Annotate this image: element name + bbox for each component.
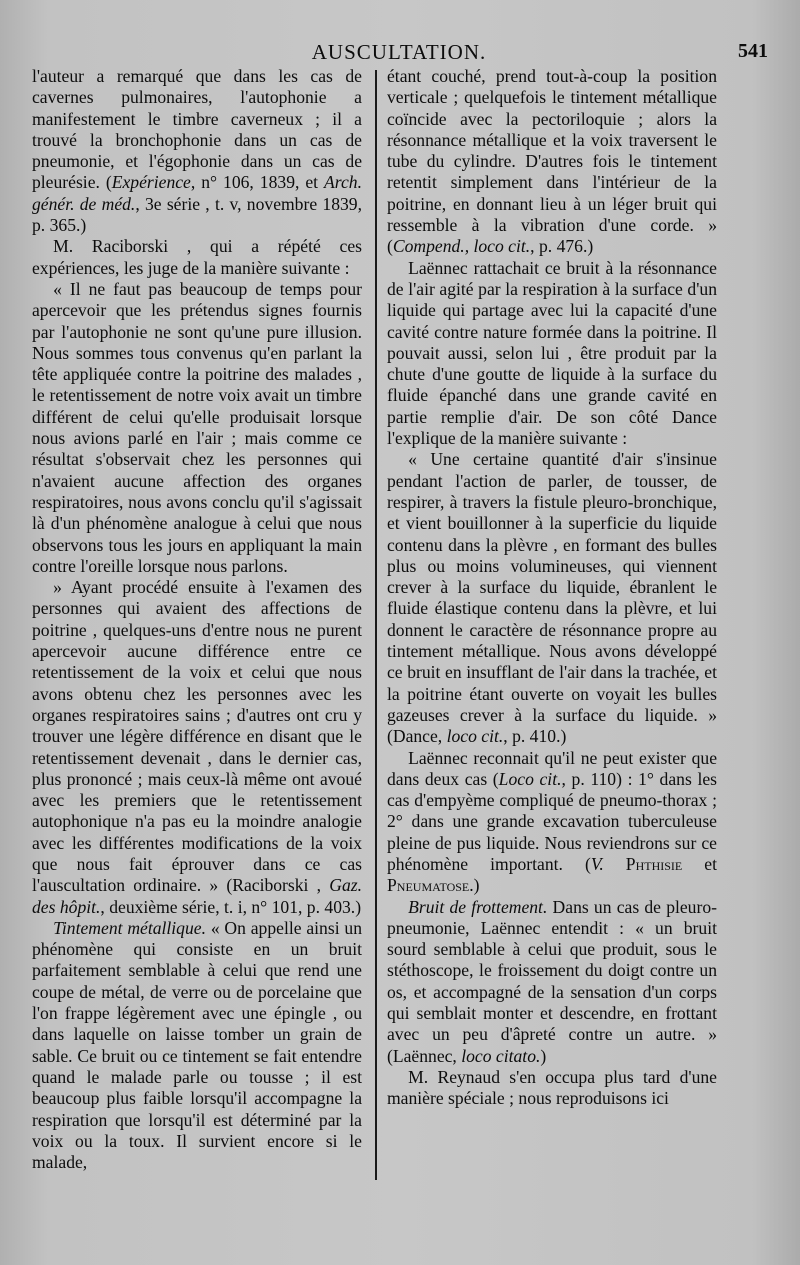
italic-text: Bruit de frottement. bbox=[408, 896, 548, 917]
italic-text: Gaz. des hôpit. bbox=[32, 875, 362, 917]
text-run: , 3e série , t. v, novembre 1839, p. 365.) bbox=[32, 193, 362, 236]
left-column bbox=[32, 66, 362, 1173]
paragraph bbox=[387, 258, 717, 450]
paragraph bbox=[32, 577, 362, 918]
text-run: » Ayant procédé ensuite à l'examen des personnes qui avaient des affections de poitrine , quelques-uns d'entre nous ne purent apercevoir aucune différence entre ce retentissement de la voix et celui que nous avons obtenu chez les personnes avec les organes respiratoires sains ; d'autres ont cru y trouver une légère différence en disant que le retentissement devenait , dans le dernier cas, plus prononcé ; mais ceux-là même ont avoué avec les premiers que le retentissement autophonique n'a pas eu la moindre analogie avec les différentes modifications de la voix que nous fait éprouver dans ce cas l'auscultation ordinaire. » (Raciborski , bbox=[32, 577, 362, 896]
paragraph bbox=[387, 748, 717, 897]
italic-text: Tintement métallique. bbox=[53, 917, 206, 938]
text-run: Laënnec reconnait qu'il ne peut exister que dans deux cas ( bbox=[387, 747, 717, 789]
text-run: M. Raciborski , qui a répété ces expériences, les juge de la manière suivante : bbox=[32, 236, 362, 278]
text-run: étant couché, prend tout-à-coup la position verticale ; quelquefois le tintement métallique coïncide avec la pectoriloquie ; alors la résonnance métallique et la voix traversent le tube du cylindre. D'autres fois le tintement retentit simplement dans l'intérieur de la poitrine, en donnant lieu à un léger bruit qui ressemble à la vibration d'une corde. » ( bbox=[387, 66, 717, 257]
text-run: , p. 410.) bbox=[503, 726, 567, 747]
text-run: M. Reynaud s'en occupa plus tard d'une manière spéciale ; nous reproduisons ici bbox=[387, 1066, 717, 1109]
page-number: 541 bbox=[738, 40, 768, 62]
running-title: AUSCULTATION. bbox=[311, 40, 487, 64]
italic-text: Expérience bbox=[111, 172, 191, 193]
italic-text: Arch. génér. de méd. bbox=[32, 172, 362, 214]
paragraph bbox=[32, 918, 362, 1174]
paragraph bbox=[387, 66, 717, 258]
text-run: « On appelle ainsi un phénomène qui consiste en un bruit parfaitement semblable à celui que rend une coupe de métal, de verre ou de porcelaine que l'on frappe légèrement avec une épingle , ou dans laquelle on laisse tomber un grain de sable. Ce bruit ou ce tintement se fait entendre quand le malade parle ou tousse ; il est beaucoup plus faible lorsqu'il accompagne la respiration que lorsqu'il est déterminé par la voix ou la toux. Il survient encore si le malade, bbox=[32, 917, 362, 1173]
text-run: et bbox=[682, 853, 717, 874]
text-run: Laënnec rattachait ce bruit à la résonnance de l'air agité par la respiration à la surface d'un liquide qui partage avec lui la capacité d'une cavité contre nature formée dans la poitrine. Il pouvait aussi, selon lui , être produit par la chute d'une goutte de liquide à la surface du fluide épanché dans une grande cavité en partie remplie d'air. De son côté Dance l'explique de la manière suivante : bbox=[387, 257, 717, 449]
paragraph bbox=[387, 449, 717, 747]
text-run: , p. 110) : 1° dans les cas d'empyème compliqué de pneumo-thorax ; 2° dans une grande excavation tuberculeuse pleine de pus liquide. Nous reviendrons sur ce phénomène important. ( bbox=[387, 768, 717, 874]
text-run: .) bbox=[469, 875, 480, 896]
paragraph bbox=[32, 66, 362, 236]
text-run: ) bbox=[540, 1045, 547, 1066]
text-run: , deuxième série, t. i, n° 101, p. 403.) bbox=[100, 896, 362, 917]
text-run: « Il ne faut pas beaucoup de temps pour apercevoir que les prétendus signes fournis par l'autophonie ne sont qu'une pure illusion. Nous sommes tous convenus qu'en parlant la tête appliquée contre la poitrine des malades , le retentissement de notre voix avait un timbre différent de celui qu'elle produisait lorsque nous avions parlé en l'air ; mais comme ce résultat s'observait chez les personnes qui n'avaient aucune affection des organes respiratoires, nous avons conclu qu'il s'agissait là d'un phénomène analogue à celui que nous observons tous les jours en appliquant la main contre l'oreille lorsque nous parlons. bbox=[32, 278, 362, 576]
text-run: Dans un cas de pleuro-pneumonie, Laënnec entendit : « un bruit sourd semblable à celui que produit, sous le stéthoscope, le froissement du doigt contre un os, et accompagné de la sensation d'un corps qui semblait monter et descendre, en frottant avec un peu d'âpreté contre un autre. » (Laënnec, bbox=[387, 896, 717, 1066]
paragraph bbox=[32, 279, 362, 577]
text-run: Phthisie bbox=[625, 853, 683, 874]
page-header bbox=[30, 40, 768, 68]
text-run bbox=[604, 854, 626, 874]
italic-text: V. bbox=[590, 853, 604, 874]
italic-text: loco cit. bbox=[446, 726, 504, 747]
italic-text: loco citato. bbox=[461, 1045, 541, 1066]
italic-text: Loco cit. bbox=[498, 768, 562, 789]
right-column bbox=[387, 66, 717, 1110]
text-run: , p. 476.) bbox=[530, 236, 594, 257]
paragraph bbox=[387, 897, 717, 1067]
paragraph bbox=[387, 1067, 717, 1110]
text-run: Pneumatose bbox=[387, 875, 470, 896]
paragraph bbox=[32, 236, 362, 279]
italic-text: Compend., loco cit. bbox=[392, 236, 531, 257]
text-run: l'auteur a remarqué que dans les cas de cavernes pulmonaires, l'autophonie a manifestement le timbre caverneux ; il a trouvé la bronchophonie dans un cas de pneumonie, et l'égophonie dans un cas de pleurésie. ( bbox=[32, 66, 362, 193]
text-run: , n° 106, 1839, et bbox=[190, 172, 325, 193]
text-run: « Une certaine quantité d'air s'insinue pendant l'action de parler, de tousser, de respirer, à travers la fistule pleuro-bronchique, et vient bouillonner à la superficie du liquide contenu dans la plèvre , en formant des bulles plus ou moins volumineuses, qui viennent crever à la surface du liquide, ébranlent le fluide élastique contenu dans la plèvre, et lui donnent le caractère de résonnance propre au tintement métallique. Nous avons développé ce bruit en insufflant de l'air dans la trachée, et la poitrine étant ouverte on voyait les bulles gazeuses crever à la surface du liquide. » (Dance, bbox=[387, 449, 717, 747]
column-divider bbox=[375, 70, 377, 1180]
